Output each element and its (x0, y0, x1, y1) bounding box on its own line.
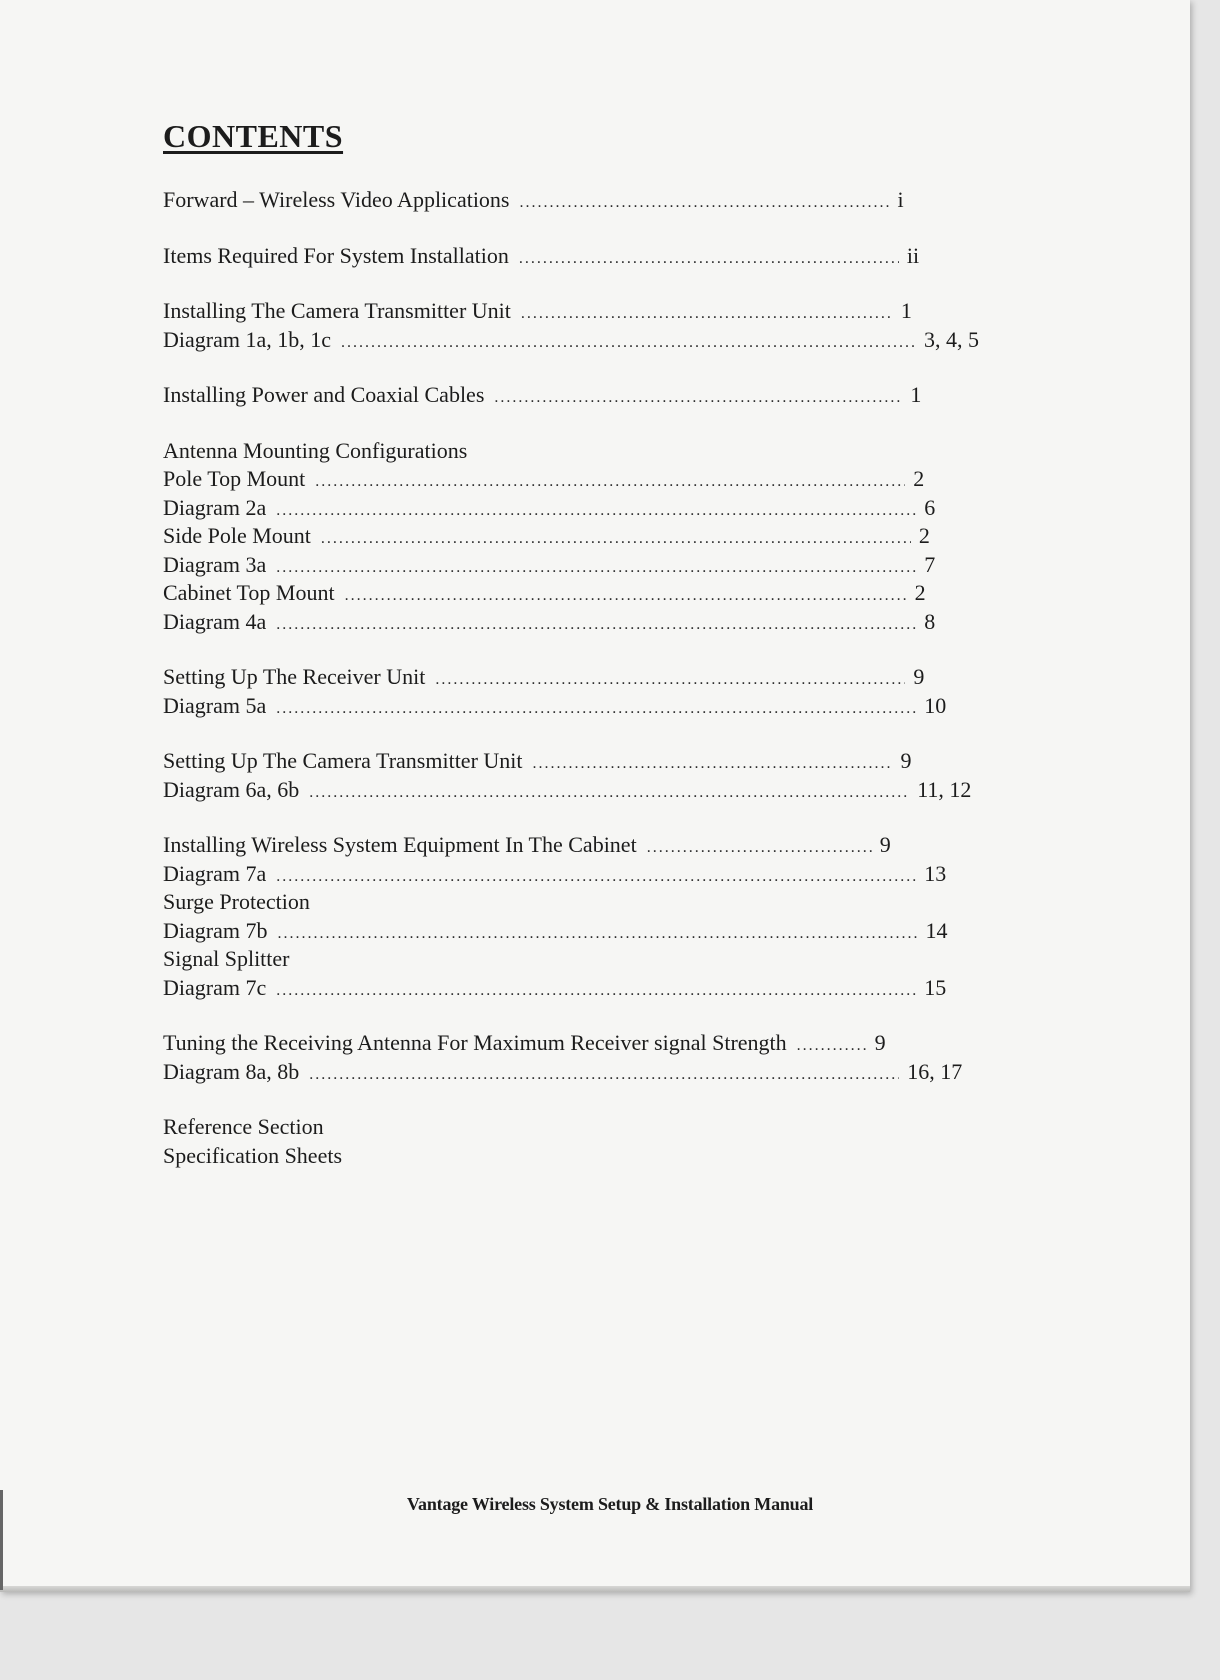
toc-heading (163, 437, 1043, 466)
toc-entry (163, 747, 1043, 776)
toc-group-reference (163, 1113, 1043, 1170)
toc-heading (163, 1142, 1043, 1171)
toc-group-items (163, 242, 1043, 271)
toc-entry (163, 692, 1043, 721)
toc-entry-page: 9 (874, 1030, 886, 1055)
dot-leader (321, 525, 911, 554)
dot-leader (276, 695, 916, 724)
toc-entry-page: 15 (924, 974, 947, 1000)
toc-entry (163, 465, 1043, 494)
toc-heading-label: Antenna Mounting Configurations (163, 437, 468, 463)
toc-entry (163, 579, 1043, 608)
dot-leader (277, 920, 917, 949)
toc-entry (163, 494, 1043, 523)
table-of-contents (163, 186, 1043, 1197)
dot-leader (797, 1032, 867, 1061)
toc-entry-label: Setting Up The Camera Transmitter Unit (163, 748, 523, 773)
toc-entry-page: 2 (914, 580, 926, 605)
toc-entry-page: 2 (918, 523, 930, 548)
toc-entry-label: Side Pole Mount (163, 523, 311, 548)
toc-entry-page: i (897, 187, 904, 212)
toc-heading (163, 945, 1043, 974)
toc-entry-label: Items Required For System Installation (163, 242, 509, 268)
dot-leader (276, 497, 916, 526)
toc-entry-page: 8 (924, 608, 936, 634)
page-footer (0, 1494, 1220, 1515)
toc-entry-label: Diagram 3a (163, 551, 267, 577)
toc-heading (163, 1113, 1043, 1142)
toc-entry (163, 860, 1043, 889)
toc-group-forward (163, 186, 1043, 215)
toc-entry-label: Tuning the Receiving Antenna For Maximum Receiver signal Strength (163, 1030, 787, 1055)
toc-entry-label: Diagram 2a (163, 494, 267, 520)
toc-entry (163, 297, 1043, 326)
toc-entry-label: Diagram 7b (163, 917, 268, 943)
toc-entry (163, 242, 1043, 271)
toc-entry-label: Forward – Wireless Video Applications (163, 187, 510, 212)
toc-entry-label: Diagram 6a, 6b (163, 776, 300, 802)
toc-entry (163, 608, 1043, 637)
toc-entry (163, 1029, 1043, 1058)
toc-entry-page: 16, 17 (907, 1058, 963, 1084)
dot-leader (276, 863, 916, 892)
dot-leader (435, 666, 905, 695)
toc-group-camera-setup (163, 747, 1043, 804)
toc-entry-page: 7 (924, 551, 936, 577)
toc-entry-label: Diagram 7c (163, 974, 267, 1000)
toc-entry-page: 6 (924, 494, 936, 520)
dot-leader (519, 245, 899, 274)
scan-edge (0, 1586, 1190, 1592)
toc-group-cabinet-equipment (163, 831, 1043, 1002)
toc-group-tuning (163, 1029, 1043, 1086)
toc-entry-page: 3, 4, 5 (924, 326, 979, 352)
dot-leader (315, 468, 905, 497)
dot-leader (494, 384, 902, 413)
dot-leader (276, 554, 916, 583)
toc-group-power-cables (163, 381, 1043, 410)
toc-entry-label: Installing Power and Coaxial Cables (163, 382, 485, 407)
toc-entry-page: 1 (900, 298, 912, 323)
toc-entry-label: Installing The Camera Transmitter Unit (163, 298, 511, 323)
dot-leader (309, 779, 909, 808)
toc-entry-label: Diagram 4a (163, 608, 267, 634)
toc-heading (163, 888, 1043, 917)
toc-entry-label: Diagram 8a, 8b (163, 1058, 300, 1084)
toc-entry (163, 974, 1043, 1003)
toc-entry-label: Diagram 5a (163, 692, 267, 718)
dot-leader (521, 300, 893, 329)
toc-entry (163, 917, 1043, 946)
toc-entry (163, 1058, 1043, 1087)
toc-heading-label: Reference Section (163, 1114, 324, 1139)
toc-entry-label: Diagram 1a, 1b, 1c (163, 326, 331, 352)
toc-entry (163, 381, 1043, 410)
toc-entry-page: 9 (879, 832, 891, 857)
footer-text: Vantage Wireless System Setup & Installation Manual (406, 1494, 814, 1514)
toc-heading-label: Surge Protection (163, 889, 310, 914)
toc-entry (163, 776, 1043, 805)
toc-entry (163, 326, 1043, 355)
dot-leader (520, 189, 890, 218)
toc-entry-page: 10 (924, 692, 947, 718)
toc-entry-page: 9 (900, 748, 912, 773)
dot-leader (345, 582, 907, 611)
toc-entry-label: Diagram 7a (163, 860, 267, 886)
toc-entry-page: 1 (910, 382, 922, 407)
dot-leader (533, 750, 893, 779)
toc-entry (163, 186, 1043, 215)
toc-entry-label: Setting Up The Receiver Unit (163, 664, 426, 689)
toc-entry-page: 11, 12 (917, 776, 972, 802)
dot-leader (647, 834, 872, 863)
toc-group-camera-transmitter (163, 297, 1043, 354)
toc-entry-label: Cabinet Top Mount (163, 580, 335, 605)
toc-entry-page: 14 (925, 917, 948, 943)
toc-heading-label: Signal Splitter (163, 946, 290, 971)
toc-entry-label: Installing Wireless System Equipment In The Cabinet (163, 832, 637, 857)
page-title: CONTENTS (163, 118, 344, 154)
dot-leader (276, 611, 916, 640)
dot-leader (341, 329, 916, 358)
toc-group-antenna (163, 437, 1043, 637)
toc-entry-page: 2 (913, 466, 925, 491)
toc-entry-page: ii (906, 242, 920, 268)
toc-entry-page: 9 (913, 664, 925, 689)
toc-entry-label: Pole Top Mount (163, 466, 306, 491)
toc-heading-label: Specification Sheets (163, 1142, 343, 1168)
toc-entry-page: 13 (924, 860, 947, 886)
toc-group-receiver (163, 663, 1043, 720)
toc-entry (163, 831, 1043, 860)
toc-entry (163, 522, 1043, 551)
dot-leader (276, 977, 916, 1006)
dot-leader (309, 1061, 899, 1090)
toc-entry (163, 663, 1043, 692)
toc-entry (163, 551, 1043, 580)
